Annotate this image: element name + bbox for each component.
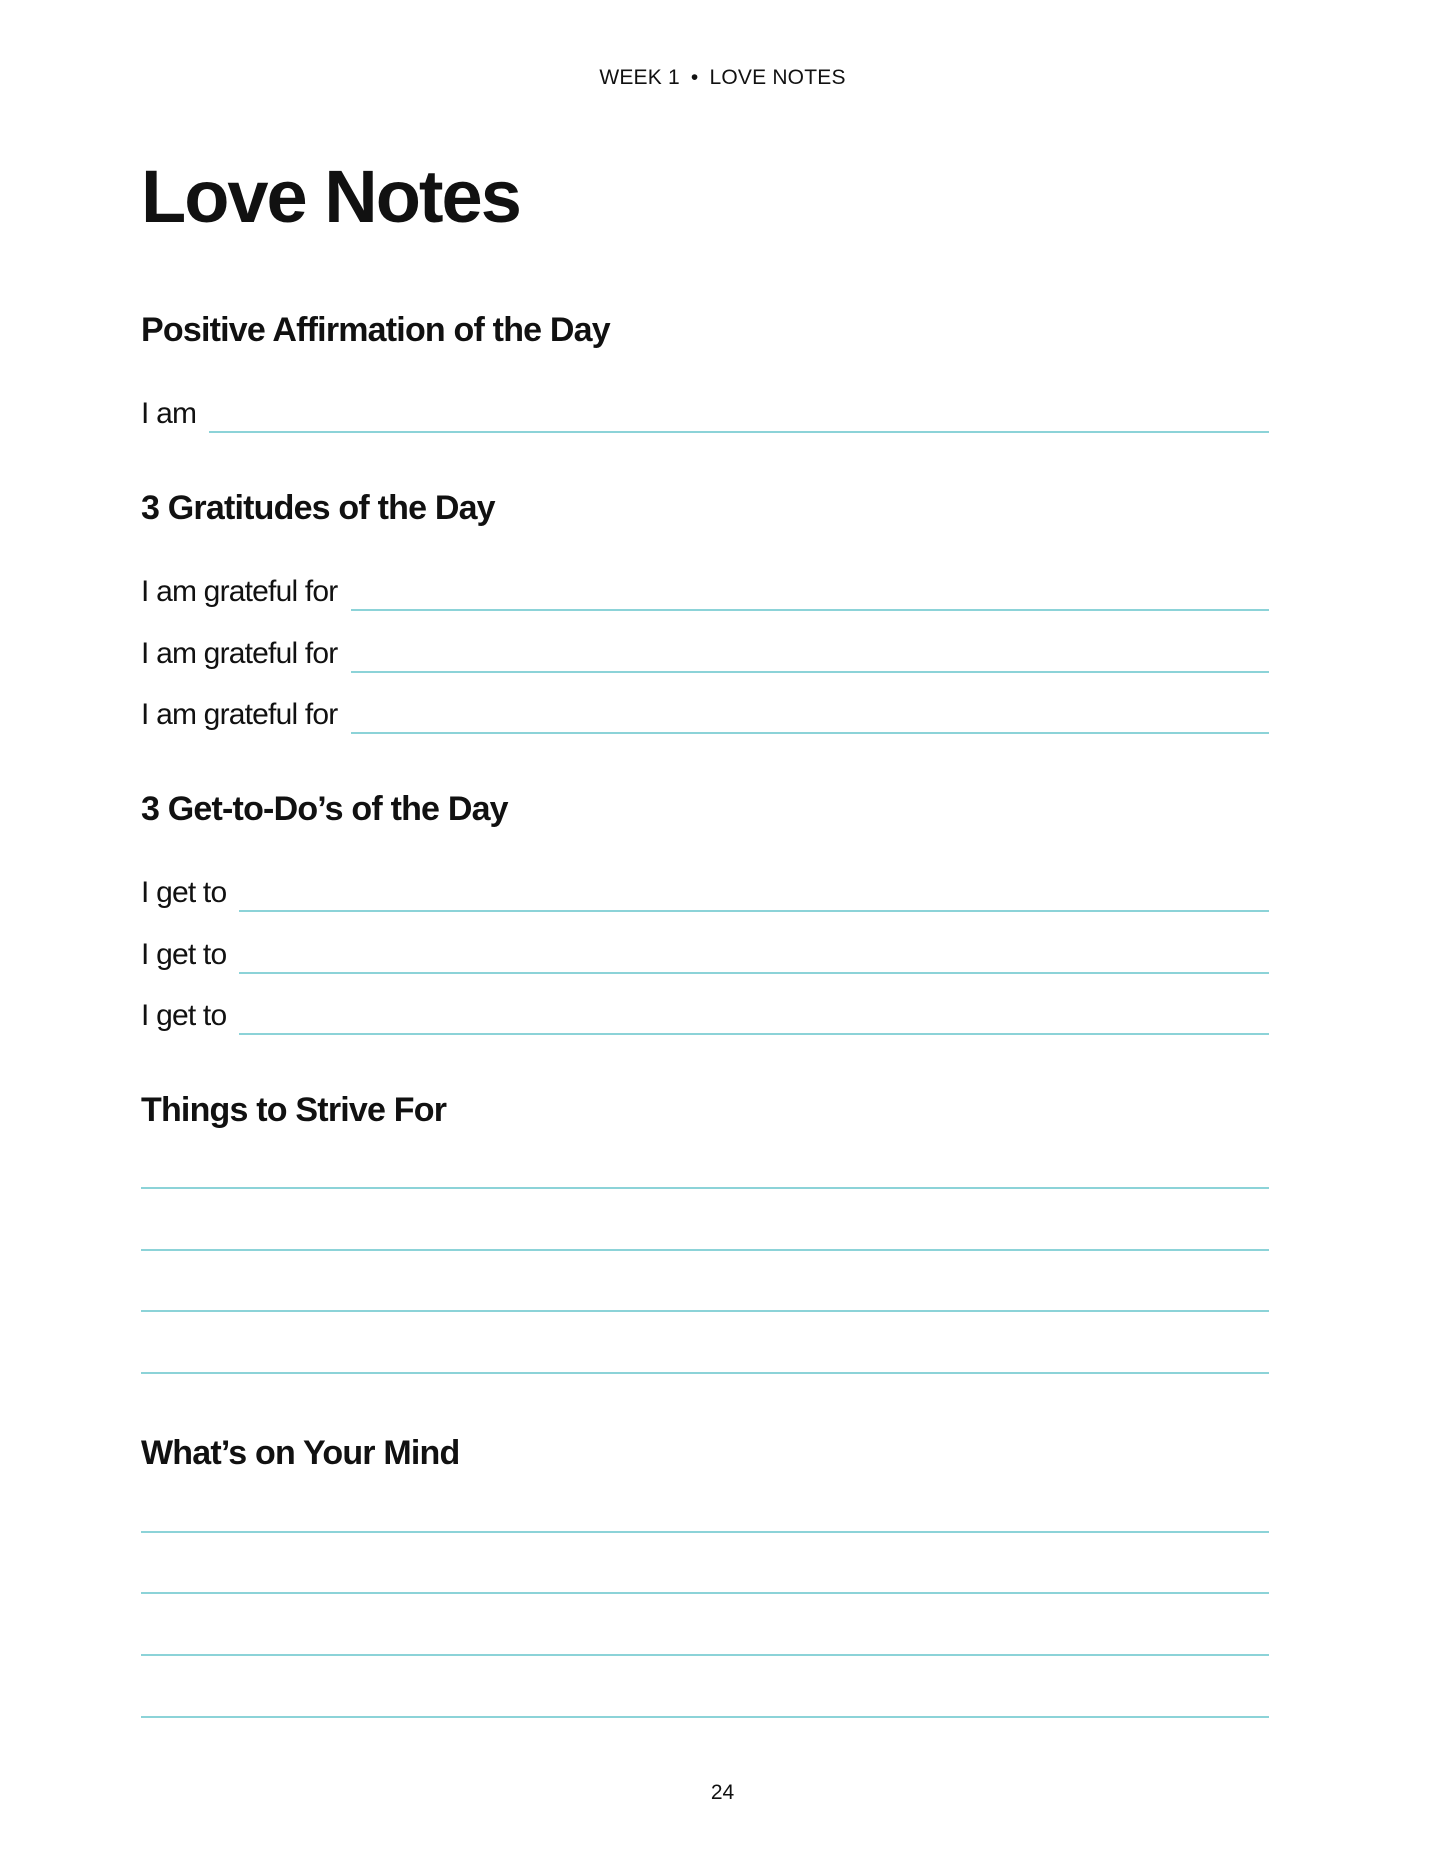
get-to-dos-heading: 3 Get-to-Do’s of the Day	[141, 790, 508, 828]
get-to-write-line-1[interactable]	[239, 910, 1269, 912]
gratitude-row-1	[141, 571, 1269, 611]
mind-write-line-2[interactable]	[141, 1592, 1269, 1594]
header-section: LOVE NOTES	[709, 66, 846, 89]
get-to-label-3: I get to	[141, 999, 227, 1032]
get-to-label-2: I get to	[141, 938, 227, 971]
get-to-label-1: I get to	[141, 876, 227, 909]
gratitude-write-line-3[interactable]	[351, 732, 1270, 734]
running-header	[0, 66, 1445, 90]
gratitude-write-line-1[interactable]	[351, 609, 1270, 611]
get-to-row-3	[141, 995, 1269, 1035]
affirmation-label: I am	[141, 397, 197, 430]
strive-heading: Things to Strive For	[141, 1091, 447, 1129]
affirmation-write-line[interactable]	[209, 431, 1269, 433]
gratitude-write-line-2[interactable]	[351, 671, 1270, 673]
get-to-row-1	[141, 872, 1269, 912]
page-title: Love Notes	[141, 155, 520, 238]
strive-write-line-4[interactable]	[141, 1372, 1269, 1374]
gratitude-label-1: I am grateful for	[141, 575, 338, 608]
affirmation-heading: Positive Affirmation of the Day	[141, 311, 610, 349]
mind-write-line-3[interactable]	[141, 1654, 1269, 1656]
mind-write-line-4[interactable]	[141, 1716, 1269, 1718]
affirmation-row	[141, 393, 1269, 433]
strive-write-line-3[interactable]	[141, 1310, 1269, 1312]
gratitude-label-2: I am grateful for	[141, 637, 338, 670]
get-to-row-2	[141, 934, 1269, 974]
gratitude-label-3: I am grateful for	[141, 698, 338, 731]
strive-write-line-1[interactable]	[141, 1187, 1269, 1189]
mind-write-line-1[interactable]	[141, 1531, 1269, 1533]
strive-write-line-2[interactable]	[141, 1249, 1269, 1251]
gratitudes-heading: 3 Gratitudes of the Day	[141, 489, 495, 527]
page-number: 24	[710, 1781, 735, 1804]
gratitude-row-3	[141, 694, 1269, 734]
header-separator: •	[690, 66, 699, 89]
get-to-write-line-2[interactable]	[239, 972, 1269, 974]
get-to-write-line-3[interactable]	[239, 1033, 1269, 1035]
gratitude-row-2	[141, 633, 1269, 673]
mind-heading: What’s on Your Mind	[141, 1434, 460, 1472]
header-week: WEEK 1	[599, 66, 680, 89]
